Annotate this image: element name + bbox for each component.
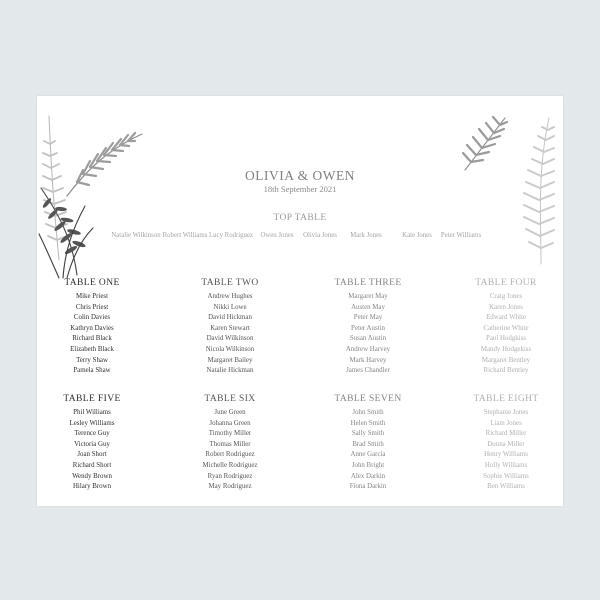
guest-name: Elizabeth Black — [70, 345, 114, 353]
guest-name: Peter Austin — [351, 324, 385, 332]
guest-name: Paul Hodgkiss — [485, 335, 526, 343]
guest-name: Craig Jones — [489, 293, 523, 300]
guest-name: Victoria Guy — [74, 440, 110, 448]
top-table-guest: Owen Jones — [260, 232, 294, 239]
table-title: TABLE TWO — [201, 278, 259, 288]
top-table-guest: Kate Jones — [402, 232, 432, 239]
guest-name: Andrew Harvey — [345, 345, 391, 353]
guest-name: Stephanie Jones — [483, 409, 529, 416]
guest-name: Sophie Williams — [483, 472, 529, 480]
guest-name: Hilary Brown — [72, 483, 112, 491]
guest-name: Fiona Darkin — [349, 483, 387, 491]
guest-name: Natalie Hickman — [206, 367, 254, 375]
table-one-block — [32, 278, 152, 377]
guest-name: Kathryn Davies — [70, 324, 114, 332]
guest-name: Thomas Miller — [209, 440, 251, 448]
guest-name: Margaret Bentley — [481, 356, 531, 364]
guest-name: Chris Priest — [75, 303, 109, 311]
guest-name: Mike Priest — [76, 293, 108, 300]
table-title: TABLE EIGHT — [473, 394, 539, 404]
guest-name: May Rodriguez — [208, 483, 252, 491]
guest-name: Alex Darkin — [350, 472, 386, 480]
guest-name: Karen Jones — [489, 303, 523, 311]
table-title: TABLE SEVEN — [334, 394, 402, 404]
top-table-guest: Lucy Rodriguez — [209, 232, 253, 239]
guest-name: Edward White — [486, 314, 526, 322]
guest-name: Holly Williams — [484, 461, 528, 469]
guest-name: Margaret Bailey — [207, 356, 253, 364]
guest-name: Peter May — [353, 314, 383, 322]
table-title: TABLE FIVE — [63, 394, 121, 404]
table-five-block — [32, 394, 152, 493]
guest-name: Colin Davies — [73, 314, 111, 322]
guest-name: Timothy Miller — [208, 430, 252, 438]
guest-name: John Bright — [351, 461, 385, 469]
top-table-guest: Olivia Jones — [303, 232, 337, 239]
guest-name: Susan Austin — [349, 335, 387, 343]
table-two-block — [170, 278, 290, 377]
guest-name: Karen Stewart — [210, 324, 250, 332]
top-table-guest: Peter Williams — [440, 232, 482, 239]
guest-name: Liam Jones — [490, 419, 522, 427]
guest-name: Robert Rodriguez — [205, 451, 255, 459]
top-table-guest: Mark Jones — [350, 232, 382, 239]
guest-name: Joan Short — [77, 451, 107, 459]
guest-name: Donna Miller — [487, 440, 525, 448]
guest-name: Nicola Wilkinson — [205, 345, 255, 353]
guest-name: Mark Harvey — [349, 356, 387, 364]
fern-left-icon — [37, 110, 147, 280]
guest-name: Lesley Williams — [69, 419, 115, 427]
guest-name: Sally Smith — [351, 430, 385, 438]
guest-name: Richard Black — [72, 335, 112, 343]
top-table-guest: Natalie Wilkinson — [111, 232, 161, 239]
guest-name: Austen May — [351, 303, 385, 311]
guest-name: Johanna Green — [209, 419, 251, 427]
couple-names: OLIVIA & OWEN — [245, 168, 355, 183]
table-title: TABLE SIX — [204, 394, 256, 404]
guest-name: James Chandler — [346, 367, 390, 375]
guest-name: Terry Shaw — [76, 356, 108, 364]
guest-name: John Smith — [352, 409, 384, 416]
table-seven-block — [308, 394, 428, 493]
top-table-title: TOP TABLE — [273, 213, 327, 223]
wedding-date: 18th September 2021 — [263, 184, 337, 194]
guest-name: Margaret May — [348, 293, 388, 300]
table-title: TABLE FOUR — [475, 278, 537, 288]
guest-name: Terence Guy — [74, 430, 110, 438]
guest-name: Nikki Lowe — [213, 303, 247, 311]
guest-name: Wendy Brown — [72, 472, 112, 480]
guest-name: Mandy Hodgekiss — [480, 345, 532, 353]
guest-name: Ryan Rodriguez — [207, 472, 253, 480]
guest-name: Brad Smith — [352, 440, 384, 448]
guest-name: Anne Garcia — [350, 451, 386, 459]
guest-name: Richard Short — [72, 461, 112, 469]
seating-plan-card — [37, 96, 563, 506]
guest-name: Pamela Shaw — [73, 367, 111, 375]
table-six-block — [170, 394, 290, 493]
guest-name: Michelle Rodriguez — [202, 461, 258, 469]
guest-name: Richard Bentley — [483, 367, 529, 375]
table-title: TABLE THREE — [334, 278, 402, 288]
guest-name: Helen Smith — [350, 419, 386, 427]
table-title: TABLE ONE — [64, 278, 120, 288]
top-table-guest: Robert Williams — [162, 232, 208, 239]
guest-name: June Green — [214, 409, 246, 416]
guest-name: Richard Miller — [485, 430, 527, 438]
guest-name: Phil Williams — [73, 409, 111, 416]
guest-name: Catherine White — [483, 324, 529, 332]
guest-name: David Wilkinson — [206, 335, 254, 343]
table-eight-block — [446, 394, 566, 493]
guest-name: Henry Williams — [484, 451, 528, 459]
table-four-block — [446, 278, 566, 377]
guest-name: Ben Williams — [487, 483, 525, 491]
guest-name: David Hickman — [208, 314, 252, 322]
guest-name: Andrew Hughes — [207, 293, 253, 300]
table-three-block — [308, 278, 428, 377]
